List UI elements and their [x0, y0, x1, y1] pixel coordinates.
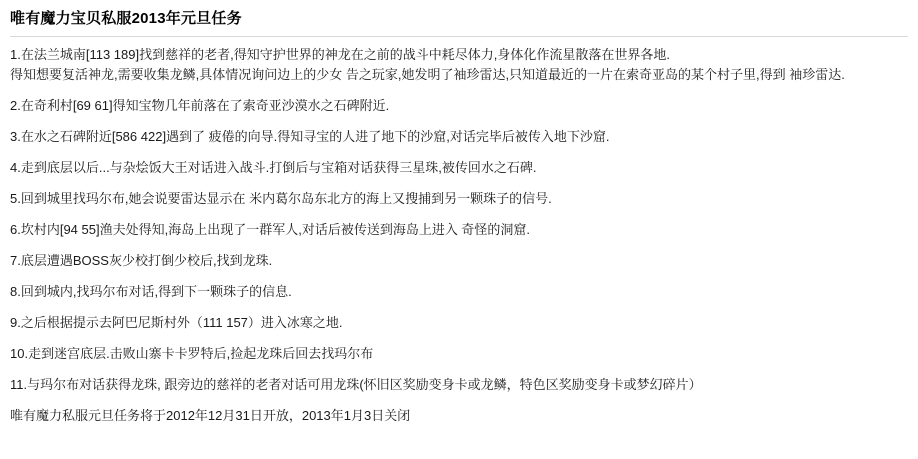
title-divider	[10, 36, 908, 37]
list-item	[10, 127, 908, 146]
step-text: 得知想要复活神龙,需要收集龙鳞,具体情况询问边上的少女 告之玩家,她发明了袖珍雷达,只知道最近的一片在索奇亚岛的某个村子里,得到 袖珍雷达.	[10, 67, 845, 82]
step-text: 3.在水之石碑附近[586 422]遇到了 疲倦的向导.得知寻宝的人进了地下的沙窟,对话完毕后被传入地下沙窟.	[10, 129, 610, 144]
list-item	[10, 45, 908, 84]
step-text: 7.底层遭遇BOSS灰少校打倒少校后,找到龙珠.	[10, 253, 273, 268]
step-text: 6.坎村内[94 55]渔夫处得知,海岛上出现了一群军人,对话后被传送到海岛上进入 奇怪的洞窟.	[10, 222, 531, 237]
step-text: 10.走到迷宫底层.击败山寨卡卡罗特后,捡起龙珠后回去找玛尔布	[10, 346, 374, 361]
list-item	[10, 220, 908, 239]
step-text: 8.回到城内,找玛尔布对话,得到下一颗珠子的信息.	[10, 284, 292, 299]
page-title: 唯有魔力宝贝私服2013年元旦任务	[10, 10, 242, 27]
list-item	[10, 158, 908, 177]
list-item	[10, 344, 908, 363]
step-text: 4.走到底层以后...与杂烩饭大王对话进入战斗.打倒后与宝箱对话获得三星珠,被传回水之石碑.	[10, 160, 537, 175]
list-item	[10, 282, 908, 301]
list-item	[10, 96, 908, 115]
list-item	[10, 313, 908, 332]
step-text: 5.回到城里找玛尔布,她会说要雷达显示在 米内葛尔岛东北方的海上又搜捕到另一颗珠子的信号.	[10, 191, 552, 206]
step-text: 11.与玛尔布对话获得龙珠, 跟旁边的慈祥的老者对话可用龙珠(怀旧区奖励变身卡或龙鳞，特色区奖励变身卡或梦幻碎片）	[10, 377, 702, 392]
step-text: 9.之后根据提示去阿巴尼斯村外（111 157）进入冰寒之地.	[10, 315, 343, 330]
list-item	[10, 189, 908, 208]
list-item	[10, 251, 908, 270]
step-text: 1.在法兰城南[113 189]找到慈祥的老者,得知守护世界的神龙在之前的战斗中耗尽体力,身体化作流星散落在世界各地.	[10, 47, 670, 62]
step-text: 2.在奇利村[69 61]得知宝物几年前落在了索奇亚沙漠水之石碑附近.	[10, 98, 390, 113]
quest-step-list	[10, 45, 908, 394]
schedule-note: 唯有魔力私服元旦任务将于2012年12月31日开放，2013年1月3日关闭	[10, 408, 411, 423]
list-item	[10, 375, 908, 394]
